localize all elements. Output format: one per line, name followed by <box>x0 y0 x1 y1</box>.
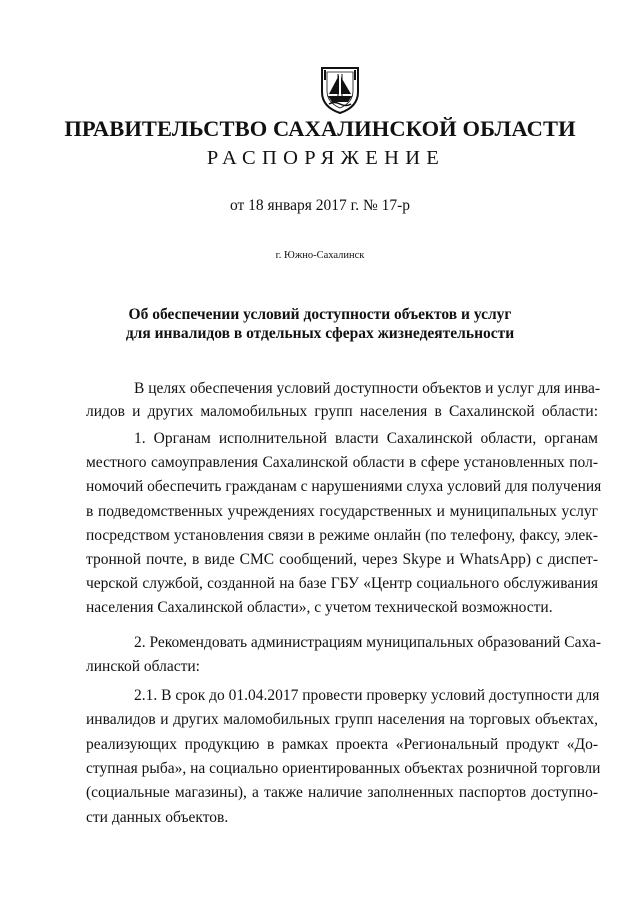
document-type: РАСПОРЯЖЕНИЕ <box>206 147 446 169</box>
body-line: линской области: <box>86 658 200 675</box>
coat-of-arms-emblem <box>319 64 361 114</box>
body-line: населения Сахалинской области», с учетом технической возможности. <box>86 599 553 616</box>
body-line: местного самоуправления Сахалинской области в сфере установленных пол- <box>86 454 598 471</box>
body-line: В целях обеспечения условий доступности объектов и услуг для инва- <box>134 380 601 397</box>
body-line: в подведомственных учреждениях государственных и муниципальных услуг <box>86 503 598 520</box>
body-line: черской службой, созданной на базе ГБУ «Центр социального обслуживания <box>86 575 598 592</box>
body-line: ступная рыба», на социально ориентированных объектах розничной торговли <box>86 760 601 777</box>
body-line: сти данных объектов. <box>86 809 229 826</box>
body-line: тронной почте, в виде СМС сообщений, через Skype и WhatsApp) с диспет- <box>86 551 598 568</box>
body-line: реализующих продукцию в рамках проекта «Региональный продукт «До- <box>86 736 598 753</box>
subject-line-1: Об обеспечении условий доступности объектов и услуг <box>128 306 512 323</box>
issue-place: г. Южно-Сахалинск <box>275 250 365 261</box>
body-line: посредством установления связи в режиме онлайн (по телефону, факсу, элек- <box>86 527 598 544</box>
date-number-line: от 18 января 2017 г. № 17-р <box>229 197 411 214</box>
body-line: 2. Рекомендовать администрациям муниципальных образований Саха- <box>134 634 602 651</box>
subject-line-2: для инвалидов в отдельных сферах жизнедеятельности <box>125 325 515 342</box>
body-line: 1. Органам исполнительной власти Сахалинской области, органам <box>134 430 598 447</box>
organization-name: ПРАВИТЕЛЬСТВО САХАЛИНСКОЙ ОБЛАСТИ <box>64 116 576 141</box>
body-line: (социальные магазины), а также наличие заполненных паспортов доступно- <box>86 784 598 801</box>
body-line: номочий обеспечить гражданам с нарушениями слуха условий для получения <box>86 478 602 495</box>
body-line: 2.1. В срок до 01.04.2017 провести проверку условий доступности для <box>134 687 600 704</box>
body-line: лидов и других маломобильных групп населения в Сахалинской области: <box>86 403 598 420</box>
body-line: инвалидов и других маломобильных групп населения на торговых объектах, <box>86 711 598 728</box>
